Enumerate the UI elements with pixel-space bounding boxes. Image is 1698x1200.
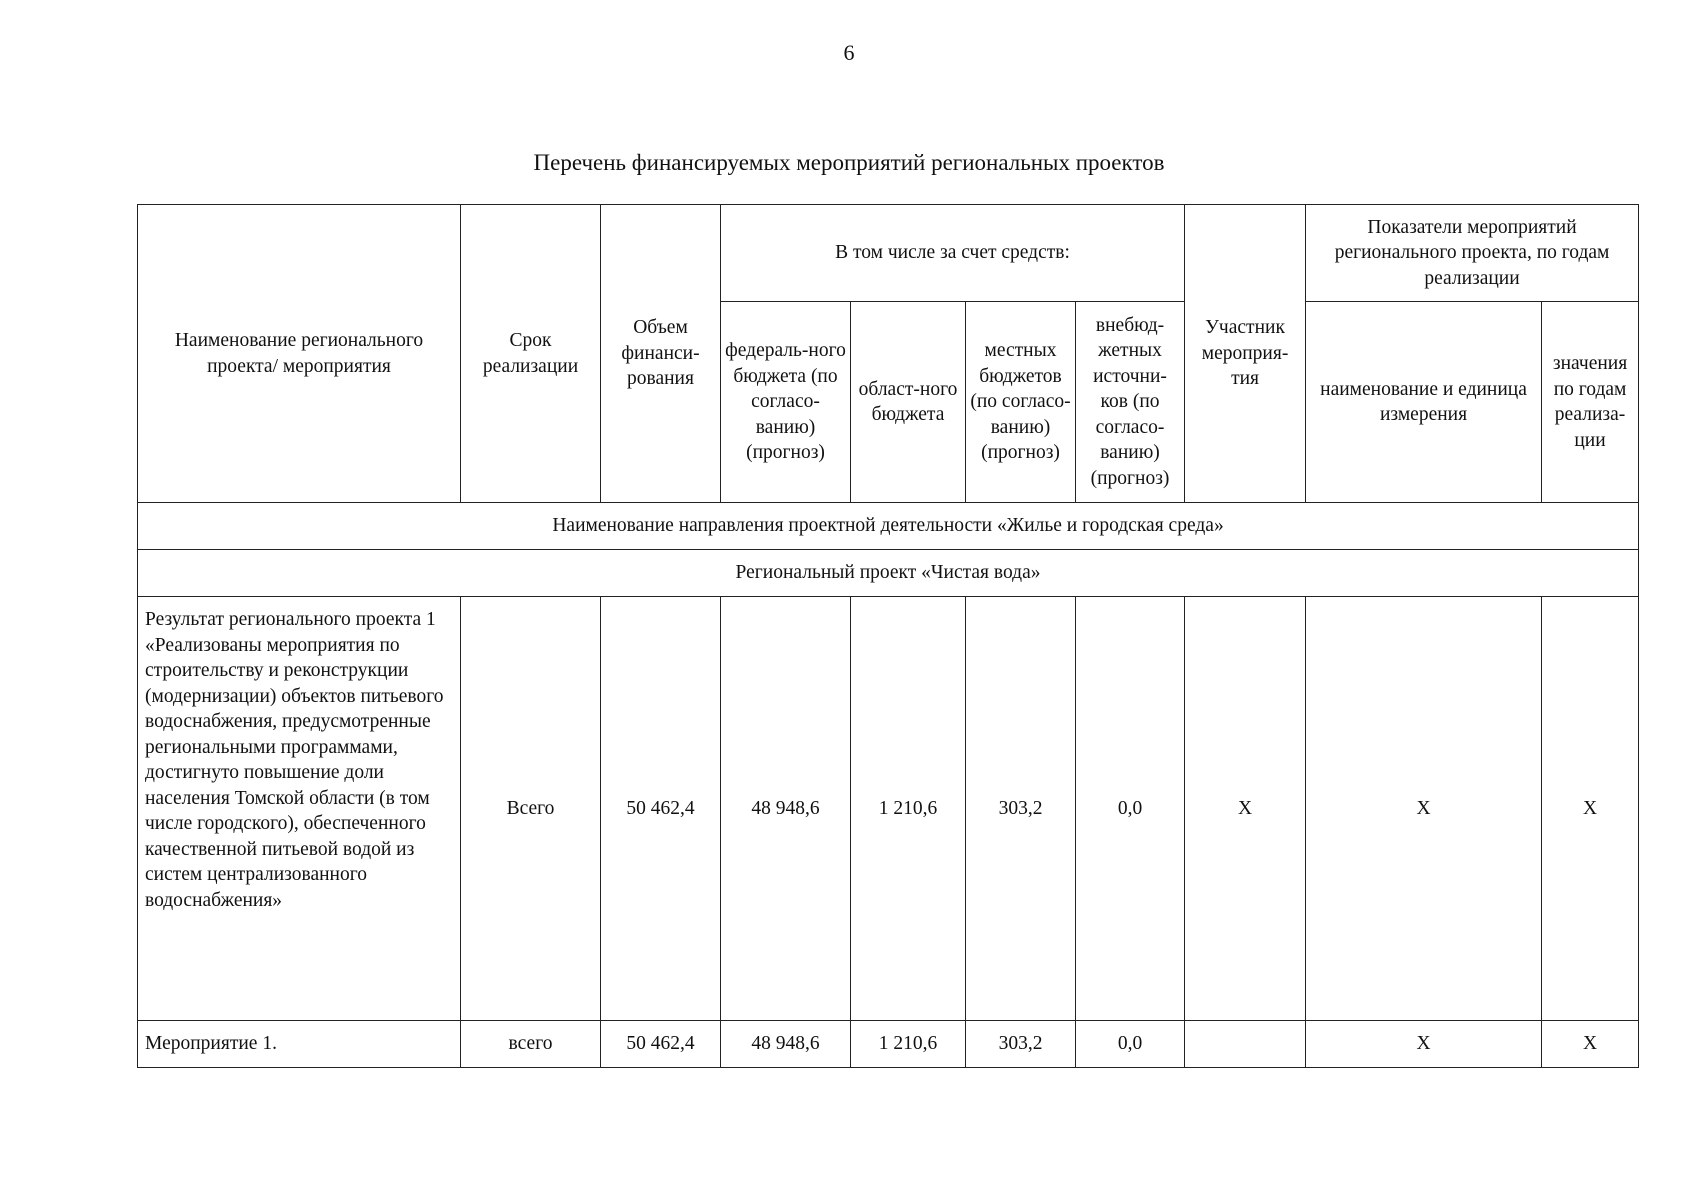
project-row <box>138 550 1639 597</box>
header-regional: област-ного бюджета <box>851 302 966 503</box>
header-federal: федераль-ного бюджета (по согласо-ванию) (прогноз) <box>721 302 851 503</box>
direction-row <box>138 503 1639 550</box>
table-header-row <box>138 205 1639 302</box>
header-indicator-values: значения по годам реализа-ции <box>1542 302 1639 503</box>
row-indicator-name: X <box>1306 1021 1542 1068</box>
row-name: Результат регионального проекта 1 «Реализованы мероприятия по строительству и реконструкции (модернизации) объектов питьевого водоснабжения, предусмотренные региональными программами, достигнуто повышение доли населения Томской области (в том числе городского), обеспеченного качественной питьевой водой из систем централизованного водоснабжения» <box>138 597 461 1021</box>
table-row <box>138 1021 1639 1068</box>
row-local: 303,2 <box>966 1021 1076 1068</box>
page-number: 6 <box>843 40 855 65</box>
row-period: Всего <box>461 597 601 1021</box>
document-title: Перечень финансируемых мероприятий региональных проектов <box>533 150 1165 175</box>
row-federal: 48 948,6 <box>721 597 851 1021</box>
row-local: 303,2 <box>966 597 1076 1021</box>
row-federal: 48 948,6 <box>721 1021 851 1068</box>
row-participant: X <box>1185 597 1306 1021</box>
direction-label: Наименование направления проектной деятельности «Жилье и городская среда» <box>138 503 1639 550</box>
row-volume: 50 462,4 <box>601 597 721 1021</box>
row-extrabudget: 0,0 <box>1076 597 1185 1021</box>
table-row <box>138 597 1639 1021</box>
projects-table <box>137 204 1639 1068</box>
row-extrabudget: 0,0 <box>1076 1021 1185 1068</box>
row-period: всего <box>461 1021 601 1068</box>
row-regional: 1 210,6 <box>851 1021 966 1068</box>
row-indicator-values: X <box>1542 1021 1639 1068</box>
header-volume: Объем финанси-рования <box>601 205 721 503</box>
header-participant: Участник мероприя-тия <box>1185 205 1306 503</box>
row-name: Мероприятие 1. <box>138 1021 461 1068</box>
header-local: местных бюджетов (по согласо-ванию) (прогноз) <box>966 302 1076 503</box>
row-indicator-name: X <box>1306 597 1542 1021</box>
header-including: В том числе за счет средств: <box>721 205 1185 302</box>
project-label: Региональный проект «Чистая вода» <box>138 550 1639 597</box>
header-indicators: Показатели мероприятий регионального проекта, по годам реализации <box>1306 205 1639 302</box>
row-indicator-values: X <box>1542 597 1639 1021</box>
row-volume: 50 462,4 <box>601 1021 721 1068</box>
header-indicator-name: наименование и единица измерения <box>1306 302 1542 503</box>
header-period: Срок реализации <box>461 205 601 503</box>
header-name: Наименование регионального проекта/ мероприятия <box>138 205 461 503</box>
row-regional: 1 210,6 <box>851 597 966 1021</box>
row-participant <box>1185 1021 1306 1068</box>
header-extrabudget: внебюд-жетных источни-ков (по согласо-ванию) (прогноз) <box>1076 302 1185 503</box>
